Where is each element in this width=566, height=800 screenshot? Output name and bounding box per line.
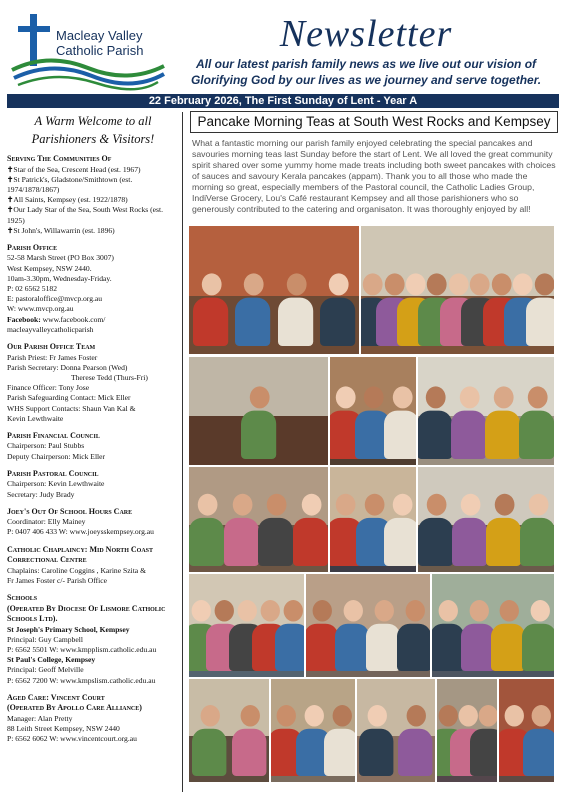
person-figure — [306, 600, 339, 671]
aged-care-contact[interactable]: P: 6562 6062 W: www.vincentcourt.org.au — [7, 734, 137, 744]
person-figure — [451, 386, 486, 459]
community-item: ✝ St John's, Willawarrin (est. 1896) — [7, 226, 179, 236]
person-figure — [335, 600, 369, 671]
welcome-line-1: A Warm Welcome to all — [34, 114, 152, 128]
parish-logo — [8, 10, 168, 92]
whs-contacts-2: Kevin Lewthwaite — [7, 413, 64, 423]
person-figure — [366, 600, 400, 671]
person-figure — [241, 386, 276, 459]
st-pauls-name: St Paul's College, Kempsey — [7, 655, 96, 665]
person-figure — [258, 493, 293, 565]
article-title: Pancake Morning Teas at South West Rocks and Kempsey — [190, 111, 558, 133]
office-team-heading: Our Parish Office Team — [7, 342, 96, 352]
aged-care-heading-2: (Operated By Apollo Care Alliance) — [7, 703, 142, 713]
facebook-link-1[interactable]: www.facebook.com/ — [40, 314, 106, 324]
brick-pair-photo — [499, 679, 554, 782]
office-team-section — [7, 342, 179, 424]
person-figure — [275, 600, 304, 671]
person-figure — [384, 493, 416, 565]
person-figure — [324, 705, 355, 776]
community-item: ✝ Star of the Sea, Crescent Head (est. 1967) — [7, 165, 179, 175]
parish-secretary-1: Parish Secretary: Donna Pearson (Wed) — [7, 362, 128, 372]
plates-trio-photo — [437, 679, 497, 782]
person-figure — [293, 493, 328, 565]
newsletter-title: Newsletter — [279, 13, 453, 55]
pastoral-chair: Chairperson: Kevin Lewthwaite — [7, 479, 105, 489]
financial-deputy: Deputy Chairperson: Mick Eller — [7, 451, 106, 461]
parish-office-heading: Parish Office — [7, 242, 58, 252]
man-with-plate-photo — [189, 679, 269, 782]
tagline-line-2: Glorifying God by our lives as we journey and serve together. — [190, 73, 542, 87]
schools-heading-1: Schools — [7, 593, 38, 603]
financial-council-section — [7, 431, 179, 462]
st-pauls-contact[interactable]: P: 6562 7200 W: www.kmpslism.catholic.edu.au — [7, 675, 156, 685]
person-figure — [235, 274, 270, 347]
person-figure — [359, 705, 393, 776]
standing-group-photo — [306, 574, 430, 677]
st-josephs-contact[interactable]: P: 6562 5501 W: www.kmpplism.catholic.edu.au — [7, 645, 157, 654]
person-figure — [418, 386, 453, 459]
joeys-contact[interactable]: P: 0407 406 433 W: www.joeysskempsey.org.au — [7, 527, 154, 537]
person-figure — [397, 600, 430, 671]
person-figure — [519, 386, 554, 459]
table-group-photo — [418, 357, 554, 465]
parish-office-section — [7, 243, 179, 335]
community-item: ✝ All Saints, Kempsey (est. 1922/1878) — [7, 195, 179, 205]
person-figure — [398, 705, 432, 776]
schools-heading-3: Schools Ltd). — [7, 614, 58, 624]
hall-group-photo — [418, 467, 554, 572]
person-figure — [470, 705, 497, 776]
pastoral-council-section — [7, 469, 179, 500]
office-phone: P: 02 6562 5182 — [7, 284, 57, 294]
office-address-1: 52-58 Marsh Street (PO Box 3007) — [7, 253, 114, 263]
chaplains-1: Chaplains: Caroline Coggins , Karine Szita & — [7, 565, 146, 575]
chaplaincy-heading-2: Correctional Centre — [7, 555, 87, 565]
person-figure — [192, 705, 226, 776]
person-figure — [320, 274, 355, 347]
seated-ladies-photo — [189, 467, 328, 572]
person-figure — [193, 274, 228, 347]
person-figure — [384, 386, 416, 459]
chaplaincy-section — [7, 545, 179, 586]
person-figure — [232, 705, 266, 776]
tagline — [176, 56, 556, 88]
office-website[interactable]: W: www.mvcp.org.au — [7, 304, 74, 314]
pastoral-secretary: Secretary: Judy Brady — [7, 489, 75, 499]
financial-council-heading: Parish Financial Council — [7, 430, 100, 440]
chaplains-2: Fr James Foster c/- Parish Office — [7, 575, 108, 585]
piano-photo — [189, 357, 328, 465]
welcome-message — [7, 112, 179, 148]
st-josephs-name: St Joseph's Primary School, Kempsey — [7, 624, 130, 634]
chaplaincy-heading-1: Catholic Chaplaincy: Mid North Coast — [7, 544, 154, 554]
tagline-line-1: All our latest parish family news as we live out our vision of — [195, 57, 537, 71]
logo-line-2: Catholic Parish — [56, 43, 144, 58]
facebook-link-2[interactable]: macleayvalleycatholicparish — [7, 324, 94, 334]
window-group-photo — [432, 574, 554, 677]
office-email[interactable]: E: pastoraloffice@mvcp.org.au — [7, 294, 103, 304]
logo-line-1: Macleay Valley — [56, 28, 143, 43]
communities-section — [7, 154, 179, 236]
person-figure — [418, 493, 453, 565]
office-hours: 10am-3.30pm, Wednesday-Friday. — [7, 273, 112, 283]
community-item: ✝ Our Lady Star of the Sea, South West Rocks (est. 1925) — [7, 205, 179, 225]
group-photo-brick-wall — [189, 226, 359, 354]
aged-care-section — [7, 693, 179, 745]
aged-care-heading-1: Aged Care: Vincent Court — [7, 692, 105, 702]
aged-care-manager: Manager: Alan Pretty — [7, 713, 73, 723]
parish-priest: Parish Priest: Fr James Foster — [7, 352, 98, 362]
financial-chair: Chairperson: Paul Stubbs — [7, 441, 85, 451]
pastoral-council-heading: Parish Pastoral Council — [7, 468, 99, 478]
welcome-line-2: Parishioners & Visitors! — [31, 132, 155, 146]
parish-secretary-2: Therese Tedd (Thurs-Fri) — [71, 372, 148, 382]
st-pauls-principal: Principal: Geoff Melville — [7, 665, 84, 675]
joeys-heading: Joey's Out Of School Hours Care — [7, 506, 133, 516]
st-josephs-principal: Principal: Guy Campbell — [7, 634, 83, 644]
communities-heading: Serving The Communities Of — [7, 154, 112, 163]
two-ladies-photo — [357, 679, 435, 782]
finance-officer: Finance Officer: Tony Jose — [7, 383, 90, 393]
person-figure — [522, 600, 554, 671]
person-figure — [461, 600, 495, 671]
seated-group-photo — [189, 574, 304, 677]
kitchen-photo — [330, 357, 416, 465]
article-body: What a fantastic morning our parish family enjoyed celebrating the special pancakes and savouries morning teas last Sunday before the start of Lent. We all loved the great community spirit shared over some yummy home made treats including both sweet pancakes with choices of sauces and savoury Kerala pancakes (appam). Thank you to all those who made the morning so great, especially members of the Pastoral council, the Catholic Ladies Group, IndiVerse Grocery, Lou's Café restaurant Kempsey and all those parishioners who so generously contributed to the catering and organisaton. It was thoroughly enjoyed by all! — [192, 138, 556, 214]
person-figure — [520, 493, 555, 565]
pancake-plates-photo — [330, 467, 416, 572]
person-figure — [491, 600, 525, 671]
person-figure — [523, 705, 554, 776]
person-figure — [486, 493, 521, 565]
person-figure — [526, 274, 554, 347]
joeys-section — [7, 507, 179, 538]
joeys-coordinator: Coordinator: Elly Mainey — [7, 517, 86, 527]
person-figure — [224, 493, 259, 565]
safeguarding-contact: Parish Safeguarding Contact: Mick Eller — [7, 393, 131, 403]
date-banner: 22 February 2026, The First Sunday of Lent - Year A — [7, 94, 559, 108]
office-facebook[interactable] — [7, 315, 179, 325]
community-item: ✝ St Patrick's, Gladstone/Smithtown (est. 1974/1878/1867) — [7, 175, 179, 195]
group-photo-hall-crowd — [361, 226, 554, 354]
schools-heading-2: (Operated By Diocese Of Lismore Catholic — [7, 603, 166, 613]
person-figure — [189, 493, 224, 565]
facebook-label: Facebook: — [7, 314, 41, 324]
person-figure — [432, 600, 464, 671]
office-address-2: West Kempsey, NSW 2440. — [7, 263, 92, 273]
ladies-pancakes-photo — [271, 679, 355, 782]
aged-care-address: 88 Leith Street Kempsey, NSW 2440 — [7, 724, 120, 734]
person-figure — [278, 274, 313, 347]
person-figure — [485, 386, 520, 459]
schools-section — [7, 593, 179, 686]
sidebar — [7, 112, 183, 792]
whs-contacts-1: WHS Support Contacts: Shaun Van Kal & — [7, 403, 136, 413]
person-figure — [452, 493, 487, 565]
